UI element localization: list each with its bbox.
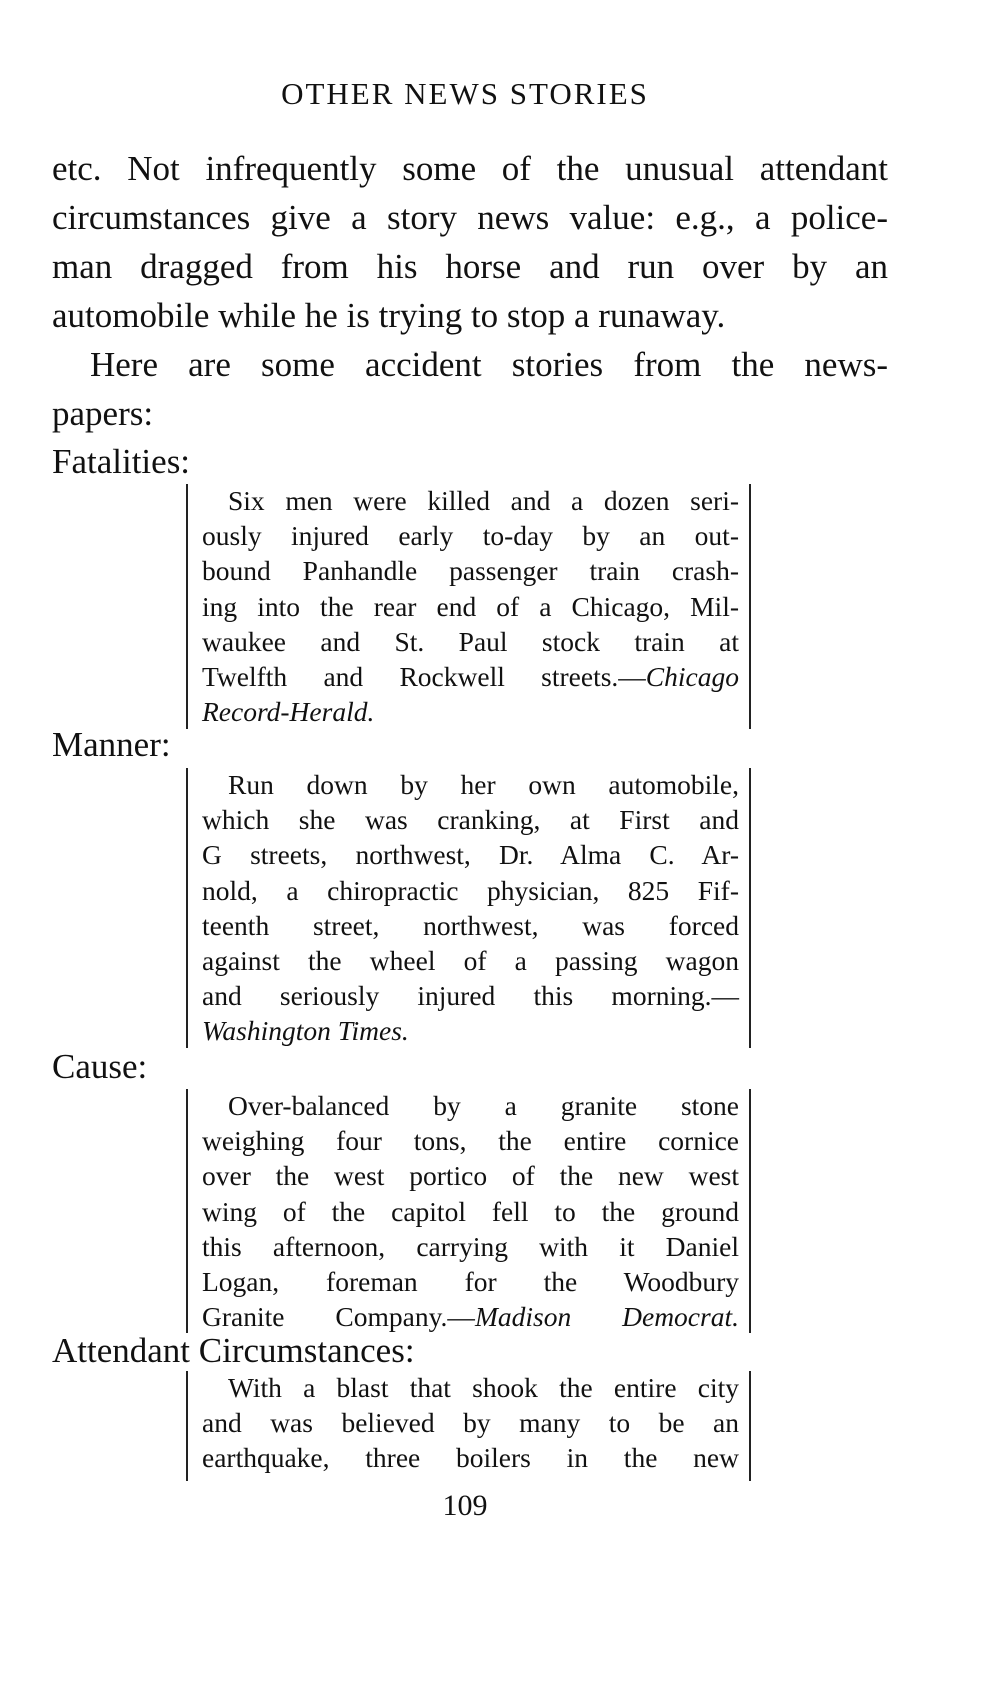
story-line [202, 1371, 739, 1405]
story-line [202, 1159, 739, 1193]
body-line: man dragged from his horse and run over by an [52, 247, 888, 286]
source-citation: Record-Herald. [202, 696, 375, 728]
page-number: 109 [442, 1489, 488, 1522]
section-label: Attendant Circumstances: [52, 1331, 415, 1370]
story-line [202, 484, 739, 518]
body-line: papers: [52, 394, 154, 433]
story-text: and was believed by many to be an [202, 1407, 739, 1439]
story-text: which she was cranking, at First and [202, 804, 739, 836]
running-head: OTHER NEWS STORIES [281, 76, 649, 111]
quoted-story [186, 768, 751, 1048]
story-text: over the west portico of the new west [202, 1160, 739, 1192]
story-line [202, 554, 739, 588]
story-text: this afternoon, carrying with it Daniel [202, 1230, 739, 1262]
story-line [202, 1195, 739, 1229]
quoted-story [186, 484, 751, 729]
story-text: Granite Company.— [202, 1301, 475, 1333]
body-line: automobile while he is trying to stop a runaway. [52, 296, 726, 335]
story-text: ously injured early to-day by an out- [202, 520, 739, 552]
story-text: G streets, northwest, Dr. Alma C. Ar- [202, 839, 739, 871]
story-line [202, 1230, 739, 1264]
story-line [202, 695, 739, 729]
quoted-story [186, 1371, 751, 1481]
story-line [202, 944, 739, 978]
story-text: With a blast that shook the entire city [228, 1372, 739, 1403]
story-text: Twelfth and Rockwell streets.— [202, 661, 646, 692]
story-text: against the wheel of a passing wagon [202, 945, 739, 976]
story-line [202, 768, 739, 802]
story-line [202, 1124, 739, 1158]
story-text: weighing four tons, the entire cornice [202, 1125, 739, 1157]
quoted-story [186, 1089, 751, 1333]
story-line [202, 979, 739, 1013]
story-line [202, 660, 739, 694]
section-label: Cause: [52, 1047, 148, 1086]
story-line [202, 1089, 739, 1123]
story-text: ing into the rear end of a Chicago, Mil- [202, 590, 739, 622]
story-line [202, 1441, 739, 1475]
story-line [202, 874, 739, 908]
story-text: nold, a chiropractic physician, 825 Fif- [202, 874, 739, 906]
story-line [202, 1265, 739, 1299]
source-citation: Chicago [645, 661, 739, 692]
story-text: wing of the capitol fell to the ground [202, 1195, 739, 1227]
story-text: and seriously injured this morning.— [202, 980, 739, 1012]
body-line: Here are some accident stories from the news- [90, 345, 888, 384]
story-line [202, 803, 739, 837]
story-text: waukee and St. Paul stock train at [202, 625, 739, 657]
section-label: Fatalities: [52, 442, 191, 481]
story-text: teenth street, northwest, was forced [202, 909, 739, 941]
body-line: circumstances give a story news value: e.g., a police- [52, 198, 888, 237]
story-line [202, 1014, 739, 1048]
story-text: bound Panhandle passenger train crash- [202, 555, 739, 587]
story-text: Over-balanced by a granite stone [228, 1090, 739, 1121]
story-text: earthquake, three boilers in the new [202, 1442, 739, 1474]
source-citation: Washington Times. [202, 1015, 409, 1047]
story-text: Six men were killed and a dozen seri- [228, 485, 739, 516]
story-line [202, 1406, 739, 1440]
story-text: Run down by her own automobile, [228, 769, 739, 800]
source-citation: Madison Democrat. [474, 1301, 739, 1333]
story-line [202, 838, 739, 872]
story-line [202, 590, 739, 624]
story-line [202, 519, 739, 553]
story-line [202, 625, 739, 659]
story-text: Logan, foreman for the Woodbury [202, 1266, 739, 1297]
section-label: Manner: [52, 725, 171, 764]
story-line [202, 909, 739, 943]
body-line: etc. Not infrequently some of the unusual attendant [52, 149, 888, 188]
